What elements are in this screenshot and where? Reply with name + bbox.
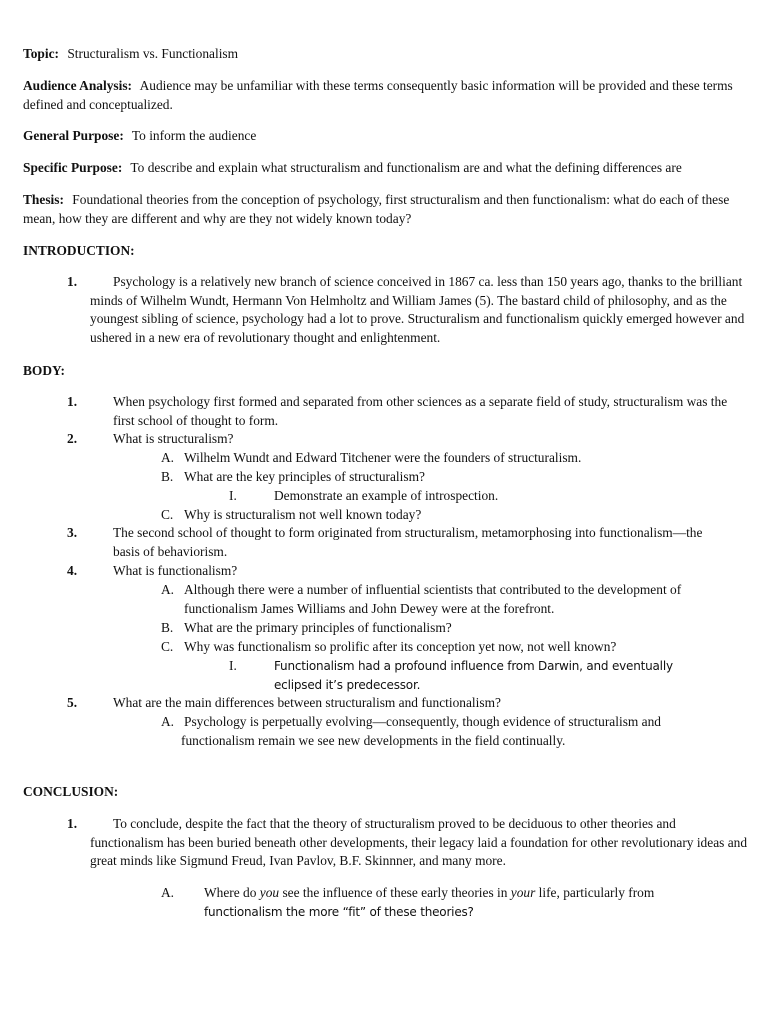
conclusion-a-letter: A. bbox=[161, 885, 175, 900]
body-2b-text: What are the key principles of structuralism? bbox=[184, 469, 425, 484]
conclusion-a-pre: Where do bbox=[204, 885, 260, 900]
body-item-4-text: What is functionalism? bbox=[113, 563, 238, 578]
audience-analysis bbox=[23, 77, 733, 114]
body-2b-letter: B. bbox=[161, 469, 174, 484]
thesis-text: Foundational theories from the conception of psychology, first structuralism and then functionalism: what do each of these mean, how they are different and why are they not widely known today? bbox=[23, 192, 730, 226]
body-item-2-text: What is structuralism? bbox=[113, 431, 234, 446]
body-heading: BODY: bbox=[23, 363, 65, 378]
conclusion-a-line2: functionalism the more “fit” of these theories? bbox=[204, 905, 474, 919]
body-5a-letter: A. bbox=[161, 714, 175, 729]
topic-text: Structuralism vs. Functionalism bbox=[67, 46, 239, 61]
body-2a-letter: A. bbox=[161, 450, 175, 465]
conclusion-a-post: life, particularly from bbox=[535, 885, 655, 900]
body-item-4-number: 4. bbox=[67, 563, 78, 578]
introduction-heading: INTRODUCTION: bbox=[23, 243, 135, 258]
intro-paragraph: Psychology is a relatively new branch of science conceived in 1867 ca. less than 150 years ago, thanks to the brilliant minds of Wilhelm Wundt, Hermann Von Helmholtz and William James (5). The bastard child of philosophy, and as the youngest sibling of science, psychology had a lot to prove. Structuralism and functionalism quickly emerged however and ushered in a new era of revolutionary thought and enlightenment. bbox=[90, 274, 745, 345]
body-item-3-text: The second school of thought to form originated from structuralism, metamorphosing into functionalism—the basis of behaviorism. bbox=[113, 525, 703, 559]
specific-purpose-text: To describe and explain what structuralism and functionalism are and what the defining differences are bbox=[130, 160, 682, 175]
specific-purpose bbox=[23, 159, 748, 178]
conclusion-a-your: your bbox=[510, 885, 536, 900]
body-4c-letter: C. bbox=[161, 639, 174, 654]
body-5a-text: Psychology is perpetually evolving—consequently, though evidence of structuralism and functionalism remain we see new developments in the field continually. bbox=[181, 714, 662, 748]
conclusion-heading: CONCLUSION: bbox=[23, 784, 119, 799]
body-2bi-roman: I. bbox=[229, 488, 237, 503]
body-2c-text: Why is structuralism not well known today? bbox=[184, 507, 422, 522]
body-4ci-text: Functionalism had a profound influence from Darwin, and eventually eclipsed it’s predecessor. bbox=[274, 659, 673, 692]
conclusion-a-you: you bbox=[259, 885, 280, 900]
body-2bi-text: Demonstrate an example of introspection. bbox=[274, 488, 499, 503]
body-item-2-number: 2. bbox=[67, 431, 78, 446]
topic-line bbox=[23, 45, 748, 64]
intro-item-number: 1. bbox=[67, 274, 78, 289]
body-2c-letter: C. bbox=[161, 507, 174, 522]
body-item-1-text: When psychology first formed and separated from other sciences as a separate field of study, structuralism was the first school of thought to form. bbox=[113, 394, 728, 428]
body-4a-text: Although there were a number of influential scientists that contributed to the development of functionalism James Williams and John Dewey were at the forefront. bbox=[184, 582, 682, 616]
thesis bbox=[23, 191, 735, 228]
body-4a-letter: A. bbox=[161, 582, 175, 597]
body-item-5-number: 5. bbox=[67, 695, 78, 710]
body-item-3-number: 3. bbox=[67, 525, 78, 540]
conclusion-paragraph: To conclude, despite the fact that the theory of structuralism proved to be deciduous to other theories and functionalism has been buried beneath other developments, their legacy laid a foundation for other revolutionary ideas and great minds like Sigmund Freud, Ivan Pavlov, B.F. Skinnner, and many more. bbox=[90, 816, 748, 868]
body-2a-text: Wilhelm Wundt and Edward Titchener were the founders of structuralism. bbox=[184, 450, 582, 465]
body-item-5-text: What are the main differences between structuralism and functionalism? bbox=[113, 695, 501, 710]
audience-label: Audience Analysis: bbox=[23, 78, 133, 93]
general-purpose bbox=[23, 127, 748, 146]
body-4ci-roman: I. bbox=[229, 658, 237, 673]
general-purpose-label: General Purpose: bbox=[23, 128, 124, 143]
audience-text: Audience may be unfamiliar with these terms consequently basic information will be provided and these terms defined and conceptualized. bbox=[23, 78, 733, 112]
topic-label: Topic: bbox=[23, 46, 59, 61]
thesis-label: Thesis: bbox=[23, 192, 64, 207]
body-item-1-number: 1. bbox=[67, 394, 78, 409]
body-4b-text: What are the primary principles of functionalism? bbox=[184, 620, 452, 635]
body-4b-letter: B. bbox=[161, 620, 174, 635]
specific-purpose-label: Specific Purpose: bbox=[23, 160, 123, 175]
general-purpose-text: To inform the audience bbox=[131, 128, 257, 143]
conclusion-a-mid: see the influence of these early theories in bbox=[279, 885, 511, 900]
conclusion-a-line1 bbox=[204, 884, 654, 903]
conclusion-item-number: 1. bbox=[67, 816, 78, 831]
body-4c-text: Why was functionalism so prolific after its conception yet now, not well known? bbox=[184, 639, 617, 654]
